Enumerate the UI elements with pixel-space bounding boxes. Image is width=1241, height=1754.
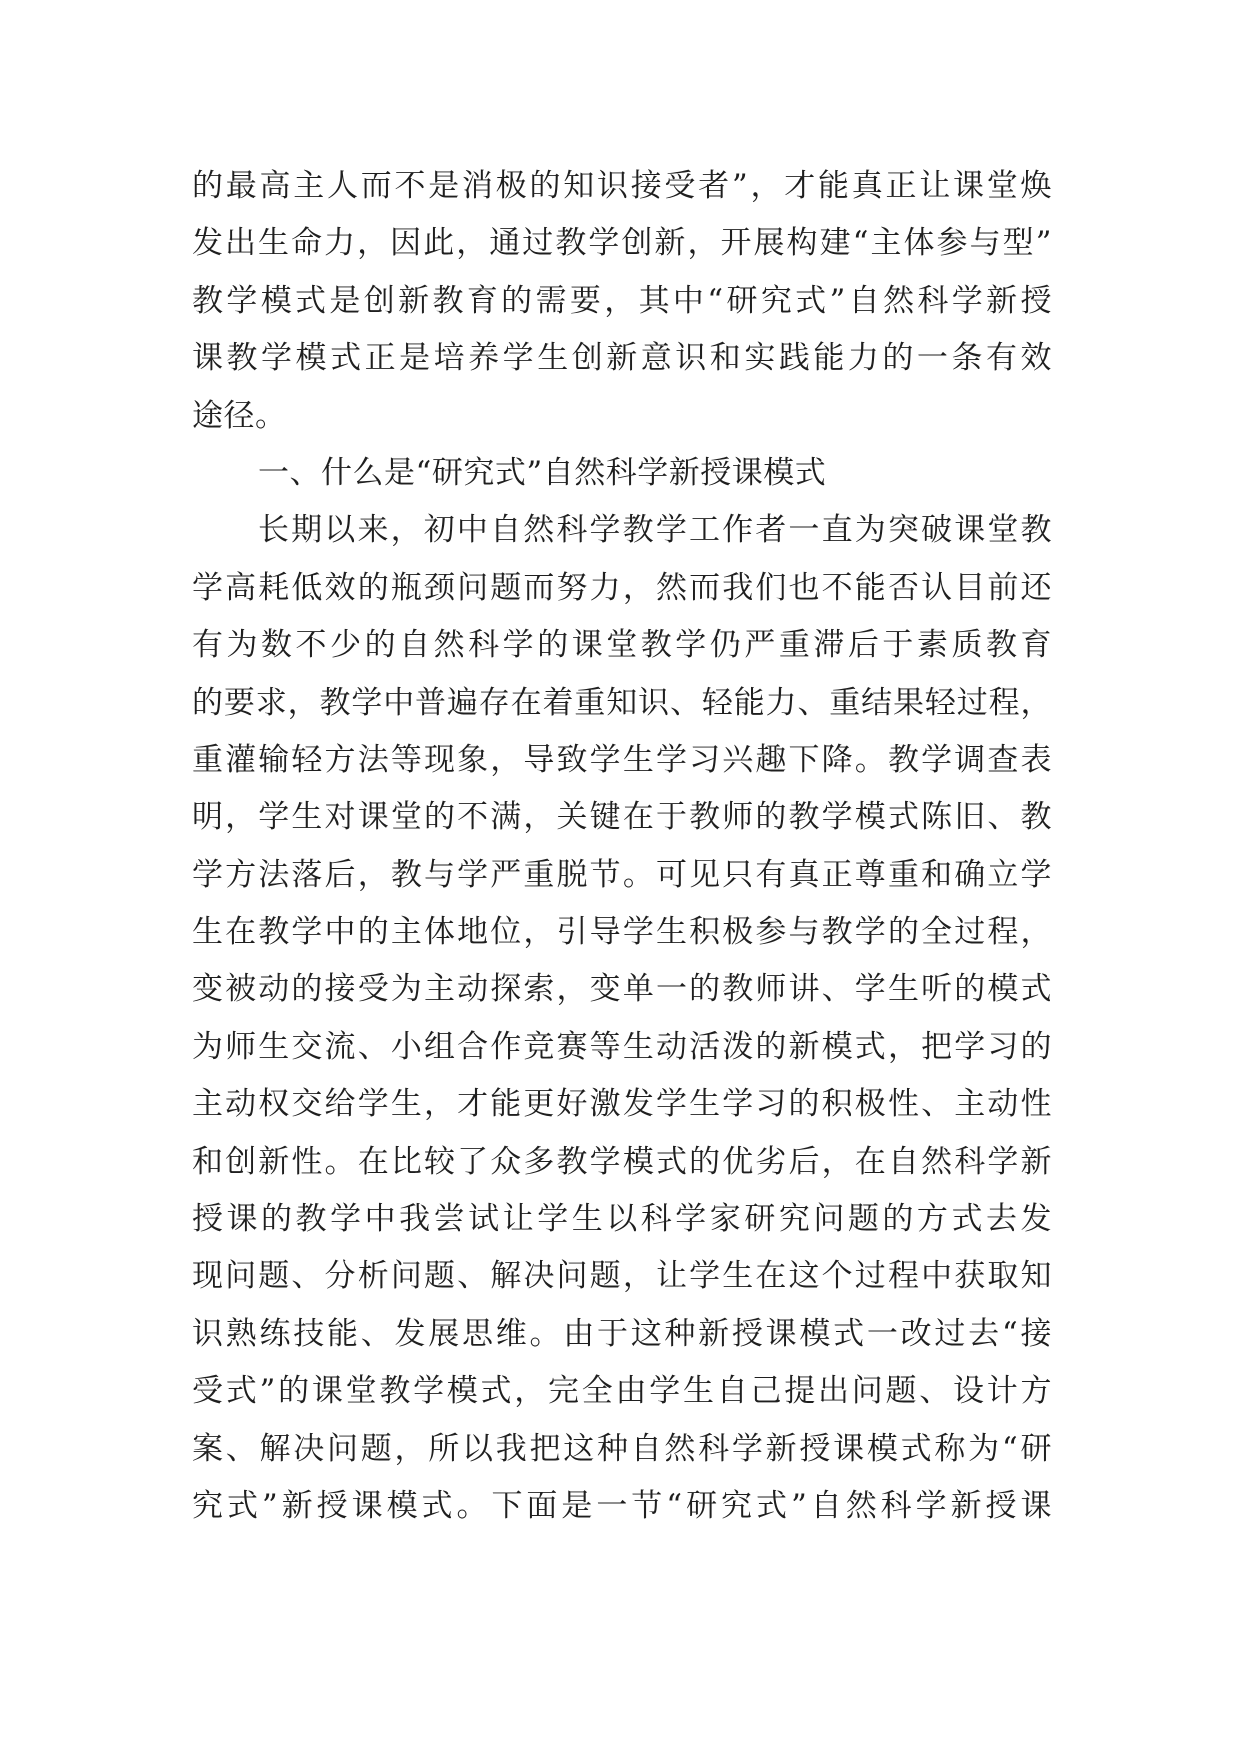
paragraph-line: 学高耗低效的瓶颈问题而努力，然而我们也不能否认目前还 [192,569,1052,606]
paragraph-line: 学方法落后，教与学严重脱节。可见只有真正尊重和确立学 [192,856,1052,893]
paragraph-line: 现问题、分析问题、解决问题，让学生在这个过程中获取知 [192,1258,1052,1295]
paragraph-line: 授课的教学中我尝试让学生以科学家研究问题的方式去发 [192,1201,1052,1238]
paragraph-line: 识熟练技能、发展思维。由于这种新授课模式一改过去“接 [192,1315,1052,1352]
paragraph-line: 主动权交给学生，才能更好激发学生学习的积极性、主动性 [192,1086,1052,1123]
paragraph-line: 教学模式是创新教育的需要，其中“研究式”自然科学新授 [192,282,1052,319]
paragraph-line: 明，学生对课堂的不满，关键在于教师的教学模式陈旧、教 [192,799,1052,836]
paragraph-line: 和创新性。在比较了众多教学模式的优劣后，在自然科学新 [192,1143,1052,1180]
paragraph-line: 途径。 [192,397,287,434]
paragraph-line: 长期以来，初中自然科学教学工作者一直为突破课堂教 [258,512,1052,549]
paragraph-line: 课教学模式正是培养学生创新意识和实践能力的一条有效 [192,340,1052,377]
paragraph-line: 生在教学中的主体地位，引导学生积极参与教学的全过程， [192,914,1052,951]
paragraph-line: 究式”新授课模式。下面是一节“研究式”自然科学新授课 [192,1487,1052,1524]
paragraph-line: 受式”的课堂教学模式，完全由学生自己提出问题、设计方 [192,1373,1052,1410]
paragraph-line: 发出生命力，因此，通过教学创新，开展构建“主体参与型” [192,225,1052,262]
document-body [192,158,1052,1535]
paragraph-line: 变被动的接受为主动探索，变单一的教师讲、学生听的模式 [192,971,1052,1008]
paragraph-line: 有为数不少的自然科学的课堂教学仍严重滞后于素质教育 [192,627,1052,664]
paragraph-line: 案、解决问题，所以我把这种自然科学新授课模式称为“研 [192,1430,1052,1467]
paragraph-line: 的要求，教学中普遍存在着重知识、轻能力、重结果轻过程， [192,684,1052,721]
paragraph-line: 为师生交流、小组合作竞赛等生动活泼的新模式，把学习的 [192,1028,1052,1065]
paragraph-line: 的最高主人而不是消极的知识接受者”，才能真正让课堂焕 [192,168,1052,204]
section-heading: 一、什么是“研究式”自然科学新授课模式 [258,454,827,491]
paragraph-line: 重灌输轻方法等现象，导致学生学习兴趣下降。教学调查表 [192,741,1052,778]
